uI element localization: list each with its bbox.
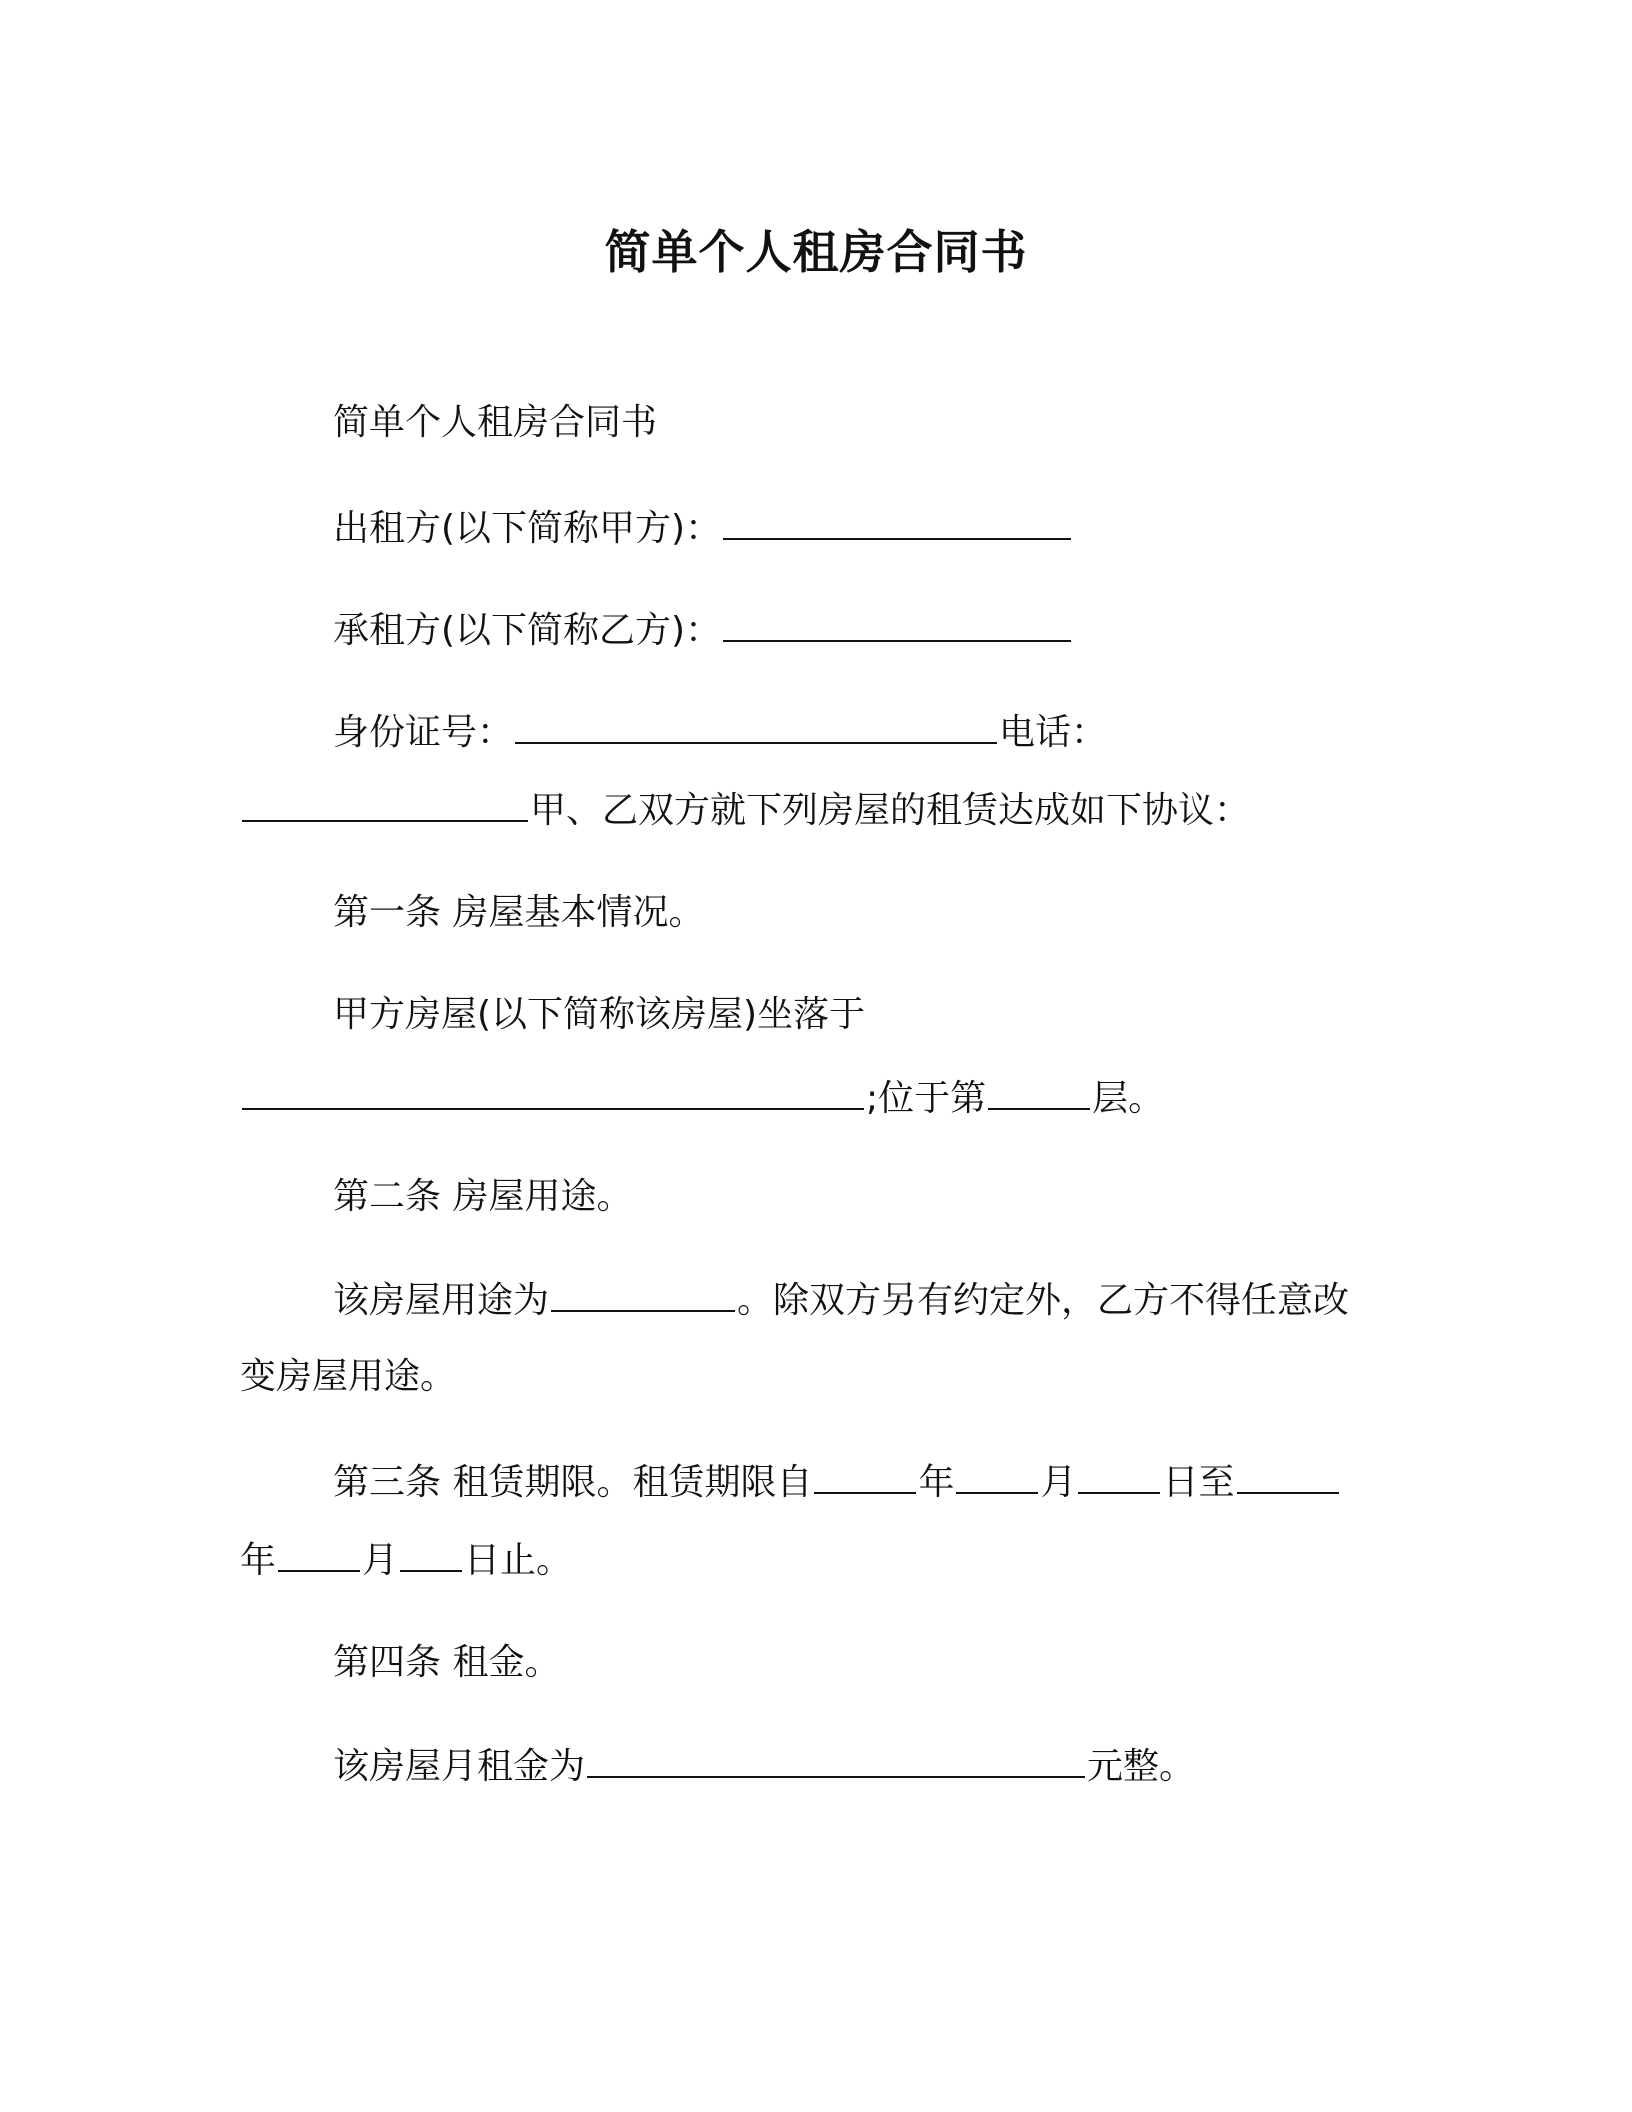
day-to-label: 日至 (1162, 1462, 1235, 1503)
article3-lead: 第三条 租赁期限。租赁期限自 (333, 1462, 813, 1503)
phone-agreement-line (240, 784, 1250, 836)
article1-address-line (240, 1072, 1164, 1124)
rent-blank[interactable] (587, 1740, 1085, 1778)
floor-blank[interactable] (988, 1072, 1090, 1110)
usage-blank[interactable] (551, 1274, 735, 1312)
start-month-blank[interactable] (956, 1456, 1038, 1494)
article1-heading: 第一条 房屋基本情况。 (333, 892, 705, 933)
article2-suffix: 。除双方另有约定外，乙方不得任意改 (737, 1280, 1350, 1321)
address-blank[interactable] (242, 1072, 864, 1110)
document-title: 简单个人租房合同书 (604, 225, 1028, 279)
year-label-2: 年 (240, 1540, 277, 1581)
article3-line (333, 1456, 1341, 1508)
day-end-label: 日止。 (464, 1540, 573, 1581)
article2-prefix: 该房屋用途为 (333, 1280, 550, 1321)
agreement-intro: 甲、乙双方就下列房屋的租赁达成如下协议： (530, 790, 1251, 831)
article4-suffix: 元整。 (1087, 1746, 1196, 1787)
subtitle: 简单个人租房合同书 (333, 402, 658, 443)
id-line (333, 706, 1107, 758)
lessor-label: 出租方(以下简称甲方)： (333, 508, 722, 549)
article4-prefix: 该房屋月租金为 (333, 1746, 586, 1787)
article2-cont: 变房屋用途。 (240, 1356, 457, 1397)
id-blank[interactable] (515, 706, 997, 744)
lessee-blank[interactable] (723, 604, 1071, 642)
end-day-blank[interactable] (400, 1534, 462, 1572)
lessor-blank[interactable] (723, 502, 1071, 540)
end-year-blank[interactable] (1237, 1456, 1339, 1494)
phone-blank[interactable] (242, 784, 528, 822)
month-label: 月 (1040, 1462, 1077, 1503)
lessee-line (333, 604, 1073, 656)
month-label-2: 月 (362, 1540, 399, 1581)
article4-heading: 第四条 租金。 (333, 1642, 561, 1683)
article3-cont (240, 1534, 572, 1586)
end-month-blank[interactable] (278, 1534, 360, 1572)
article2-heading: 第二条 房屋用途。 (333, 1176, 633, 1217)
floor-prefix: ;位于第 (866, 1078, 987, 1119)
article1-text: 甲方房屋(以下简称该房屋)坐落于 (333, 994, 866, 1035)
year-label: 年 (918, 1462, 955, 1503)
id-label: 身份证号： (333, 712, 514, 753)
floor-suffix: 层。 (1092, 1078, 1165, 1119)
start-year-blank[interactable] (814, 1456, 916, 1494)
lessee-label: 承租方(以下简称乙方)： (333, 610, 722, 651)
phone-label: 电话： (999, 712, 1108, 753)
start-day-blank[interactable] (1078, 1456, 1160, 1494)
article4-line (333, 1740, 1195, 1792)
lessor-line (333, 502, 1073, 554)
article2-line (333, 1274, 1349, 1326)
